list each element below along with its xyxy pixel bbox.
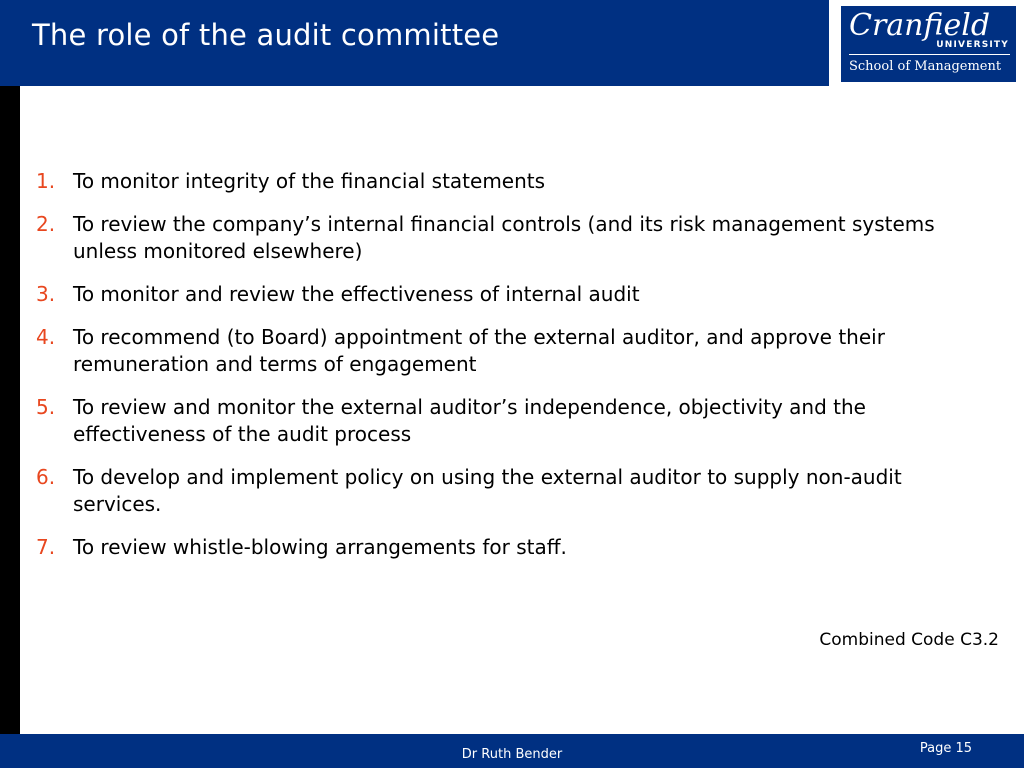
logo-panel bbox=[841, 6, 1016, 82]
slide-title: The role of the audit committee bbox=[32, 18, 500, 52]
logo-university: UNIVERSITY bbox=[936, 40, 1009, 50]
list-item bbox=[36, 281, 996, 308]
list-text: To review whistle-blowing arrangements for staff. bbox=[73, 535, 567, 559]
logo-divider bbox=[849, 54, 1010, 55]
numbered-list bbox=[36, 168, 996, 577]
list-number: 5. bbox=[36, 395, 56, 419]
list-item bbox=[36, 464, 996, 518]
list-text: To monitor integrity of the financial statements bbox=[73, 169, 546, 193]
list-number: 4. bbox=[36, 325, 56, 349]
list-item bbox=[36, 534, 996, 561]
cranfield-logo bbox=[829, 0, 1024, 86]
logo-wordmark: Cranfield bbox=[849, 8, 991, 43]
footer-author: Dr Ruth Bender bbox=[461, 747, 563, 762]
list-item bbox=[36, 211, 996, 265]
list-number: 7. bbox=[36, 535, 56, 559]
list-text: To review and monitor the external auditor’s independence, objectivity and the effectiveness of the audit process bbox=[73, 395, 866, 446]
left-accent-bar bbox=[0, 86, 20, 734]
list-number: 6. bbox=[36, 465, 56, 489]
source-citation: Combined Code C3.2 bbox=[819, 630, 999, 650]
page-number: Page 15 bbox=[919, 741, 972, 756]
list-item bbox=[36, 394, 996, 448]
list-item bbox=[36, 324, 996, 378]
list-text: To monitor and review the effectiveness of internal audit bbox=[73, 282, 640, 306]
list-number: 2. bbox=[36, 212, 56, 236]
logo-school: School of Management bbox=[849, 59, 1002, 74]
list-text: To recommend (to Board) appointment of the external auditor, and approve their remuneration and terms of engagement bbox=[73, 325, 885, 376]
list-text: To review the company’s internal financial controls (and its risk management systems unless monitored elsewhere) bbox=[73, 212, 935, 263]
list-number: 3. bbox=[36, 282, 56, 306]
list-number: 1. bbox=[36, 169, 56, 193]
list-text: To develop and implement policy on using the external auditor to supply non-audit services. bbox=[73, 465, 902, 516]
list-item bbox=[36, 168, 996, 195]
